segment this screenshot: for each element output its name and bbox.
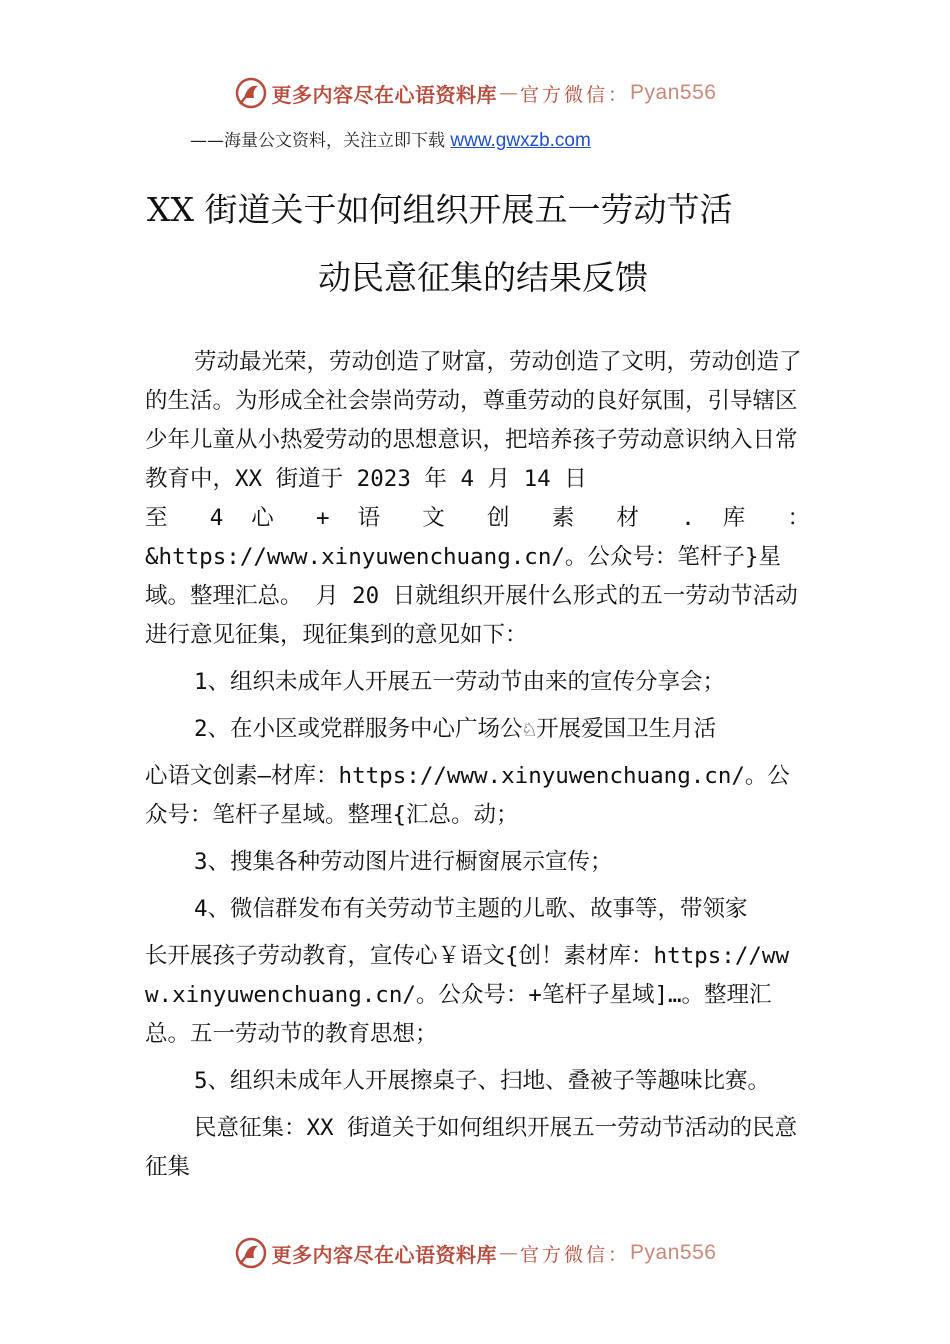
footer-separator: — <box>499 1242 519 1264</box>
list-item-2-continued: 心语文创素—材库：https://www.xinyuwenchuang.cn/。公众号：笔杆子星域。整理{汇总。动； <box>145 763 790 828</box>
list-item-1: 1、组织未成年人开展五一劳动节由来的宣传分享会； <box>194 669 726 695</box>
brand-logo-icon <box>234 76 268 110</box>
document-title-line2: 动民意征集的结果反馈 <box>318 258 648 297</box>
list-item-4: 4、微信群发布有关劳动节主题的儿歌、故事等，带领家 <box>194 896 748 922</box>
closing-paragraph: 民意征集：XX 街道关于如何组织开展五一劳动节活动的民意征集 <box>145 1115 798 1180</box>
list-item-5: 5、组织未成年人开展擦桌子、扫地、叠被子等趣味比赛。 <box>194 1068 771 1094</box>
list-item-4-continued: 长开展孩子劳动教育，宣传心￥语文{创！素材库：https://www.xinyuwenchuang.cn/。公众号：+笔杆子星域]…。整理汇总。五一劳动节的教育思想； <box>145 943 790 1047</box>
list-item-3: 3、搜集各种劳动图片进行橱窗展示宣传； <box>194 849 613 875</box>
footer-banner <box>0 1228 950 1278</box>
footer-official-label: 官方微信： <box>520 1243 631 1266</box>
brand-logo-icon <box>234 1236 268 1270</box>
header-tagline <box>190 126 591 152</box>
tagline-text: ——海量公文资料，关注立即下载 <box>190 131 451 151</box>
header-separator: — <box>499 82 519 104</box>
document-body <box>145 343 810 1187</box>
footer-wechat-id: Pyan556 <box>630 1241 717 1264</box>
paragraph-intro-spread: 至 4 心 + 语 文 创 素 材 . 库 ： <box>145 505 810 531</box>
paragraph-intro: 劳动最光荣，劳动创造了财富，劳动创造了文明，劳动创造了的生活。为形成全社会崇尚劳动，尊重劳动的良好氛围，引导辖区少年儿童从小热爱劳动的思想意识，把培养孩子劳动意识纳入日常教育中，XX 街道于 2023 年 4 月 14 日 <box>145 349 802 492</box>
footer-site-name: 更多内容尽在心语资料库 <box>271 1242 498 1267</box>
header-banner <box>0 68 950 118</box>
list-item-2: 2、在小区或党群服务中心广场公♘开展爱国卫生月活 <box>194 716 717 742</box>
download-link[interactable]: www.gwxzb.com <box>450 130 591 151</box>
paragraph-intro-continued: &https://www.xinyuwenchuang.cn/。公众号：笔杆子}星域。整理汇总。 月 20 日就组织开展什么形式的五一劳动节活动进行意见征集，现征集到的意见如下： <box>145 544 798 648</box>
document-title-line1: XX 街道关于如何组织开展五一劳动节活 <box>147 190 733 229</box>
header-official-label: 官方微信： <box>520 83 631 106</box>
header-wechat-id: Pyan556 <box>630 81 717 104</box>
header-site-name: 更多内容尽在心语资料库 <box>271 82 498 107</box>
